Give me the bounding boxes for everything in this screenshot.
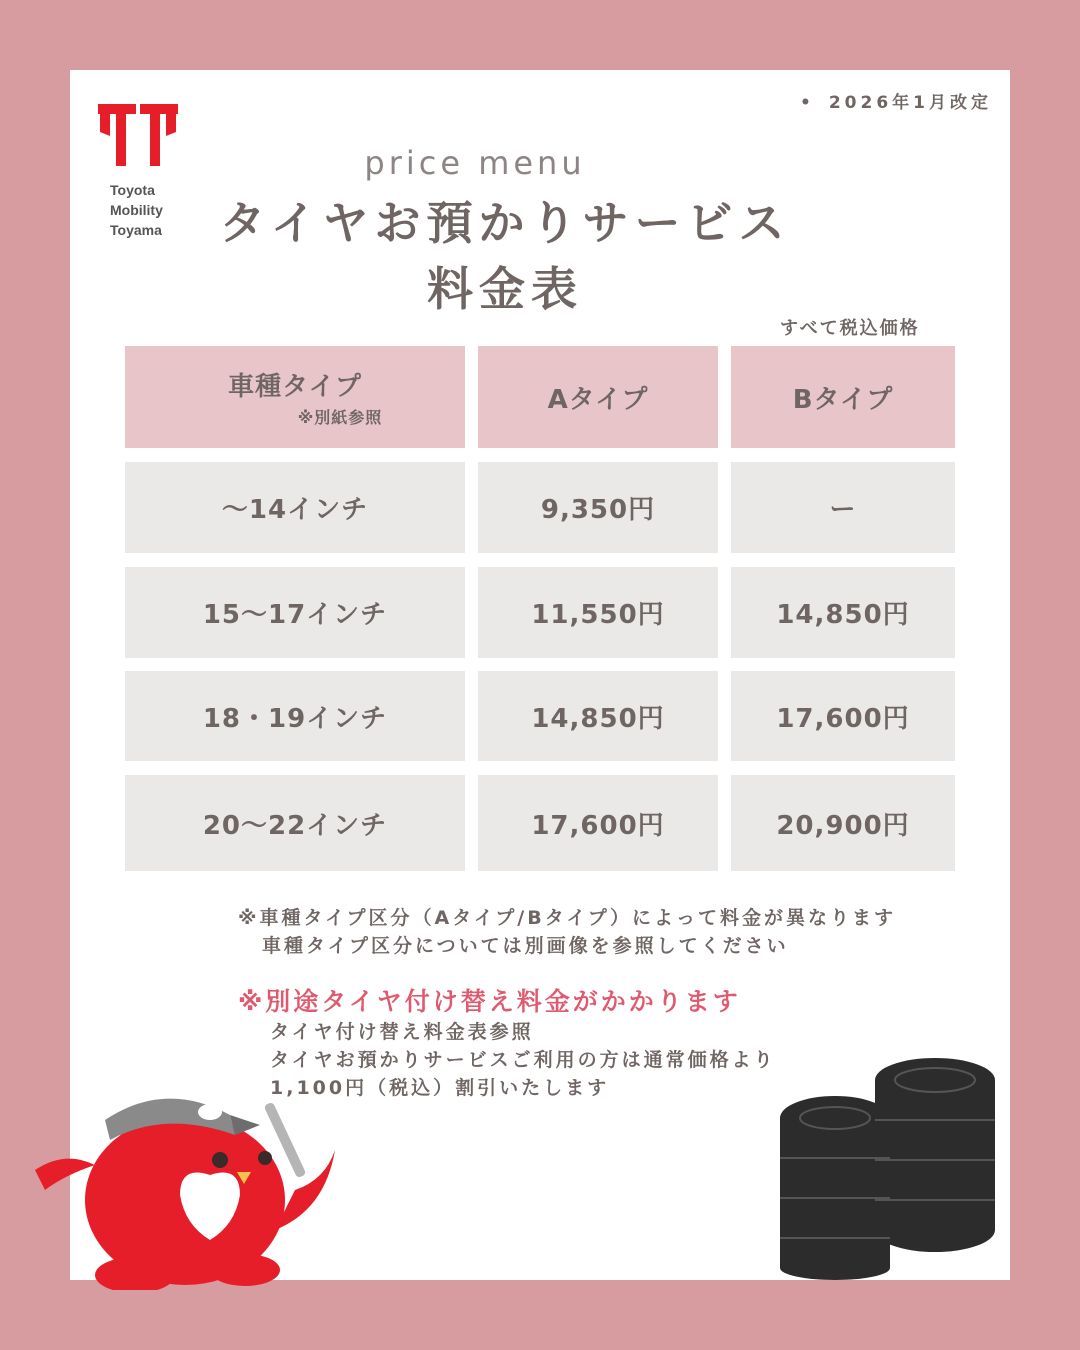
title-line-2: 料金表 [427, 262, 583, 316]
header-type-sub: ※別紙参照 [297, 408, 383, 427]
type-notes [238, 904, 896, 960]
price-a-cell: 9,350円 [478, 462, 718, 553]
header-cell-a [478, 346, 718, 448]
tax-note: すべて税込価格 [780, 318, 920, 339]
logo-line-3: Toyama [110, 222, 162, 238]
price-a-cell: 14,850円 [478, 671, 718, 761]
note-line-1: ※車種タイプ区分（Aタイプ/Bタイプ）によって料金が異なります [238, 907, 896, 929]
revision-text: 2026年1月改定 [828, 93, 992, 113]
price-b-cell: ー [731, 462, 955, 553]
sub-note-2: タイヤお預かりサービスご利用の方は通常価格より [270, 1049, 776, 1071]
size-cell: 15〜17インチ [125, 567, 465, 658]
price-a-cell: 17,600円 [478, 775, 718, 871]
size-cell: 20〜22インチ [125, 775, 465, 871]
price-card [70, 70, 1010, 1280]
sub-note-3: 1,100円（税込）割引いたします [270, 1077, 610, 1099]
header-cell-b [731, 346, 955, 448]
price-b-cell: 17,600円 [731, 671, 955, 761]
note-line-2: 車種タイプ区分については別画像を参照してください [262, 935, 789, 957]
revision-date: • 2026年1月改定 [799, 93, 992, 113]
header-b-label: Bタイプ [792, 384, 894, 415]
remount-fee-warning: ※別途タイヤ付け替え料金がかかります [238, 987, 741, 1016]
price-a-cell: 11,550円 [478, 567, 718, 658]
size-cell: 〜14インチ [125, 462, 465, 553]
header-a-label: Aタイプ [547, 384, 649, 415]
tire-stack-icon [770, 1050, 1010, 1280]
logo-line-1: Toyota [110, 182, 155, 198]
price-b-cell: 14,850円 [731, 567, 955, 658]
page-title [70, 190, 1010, 322]
price-b-cell: 20,900円 [731, 775, 955, 871]
header-cell-type [125, 346, 465, 448]
size-cell: 18・19インチ [125, 671, 465, 761]
page-subtitle: price menu [364, 144, 586, 182]
sub-note-1: タイヤ付け替え料金表参照 [270, 1021, 534, 1043]
header-type-label: 車種タイプ [228, 372, 362, 402]
bird-mascot-icon [25, 1080, 365, 1290]
logo-line-2: Mobility [110, 202, 163, 218]
title-line-1: タイヤお預かりサービス [219, 196, 791, 250]
